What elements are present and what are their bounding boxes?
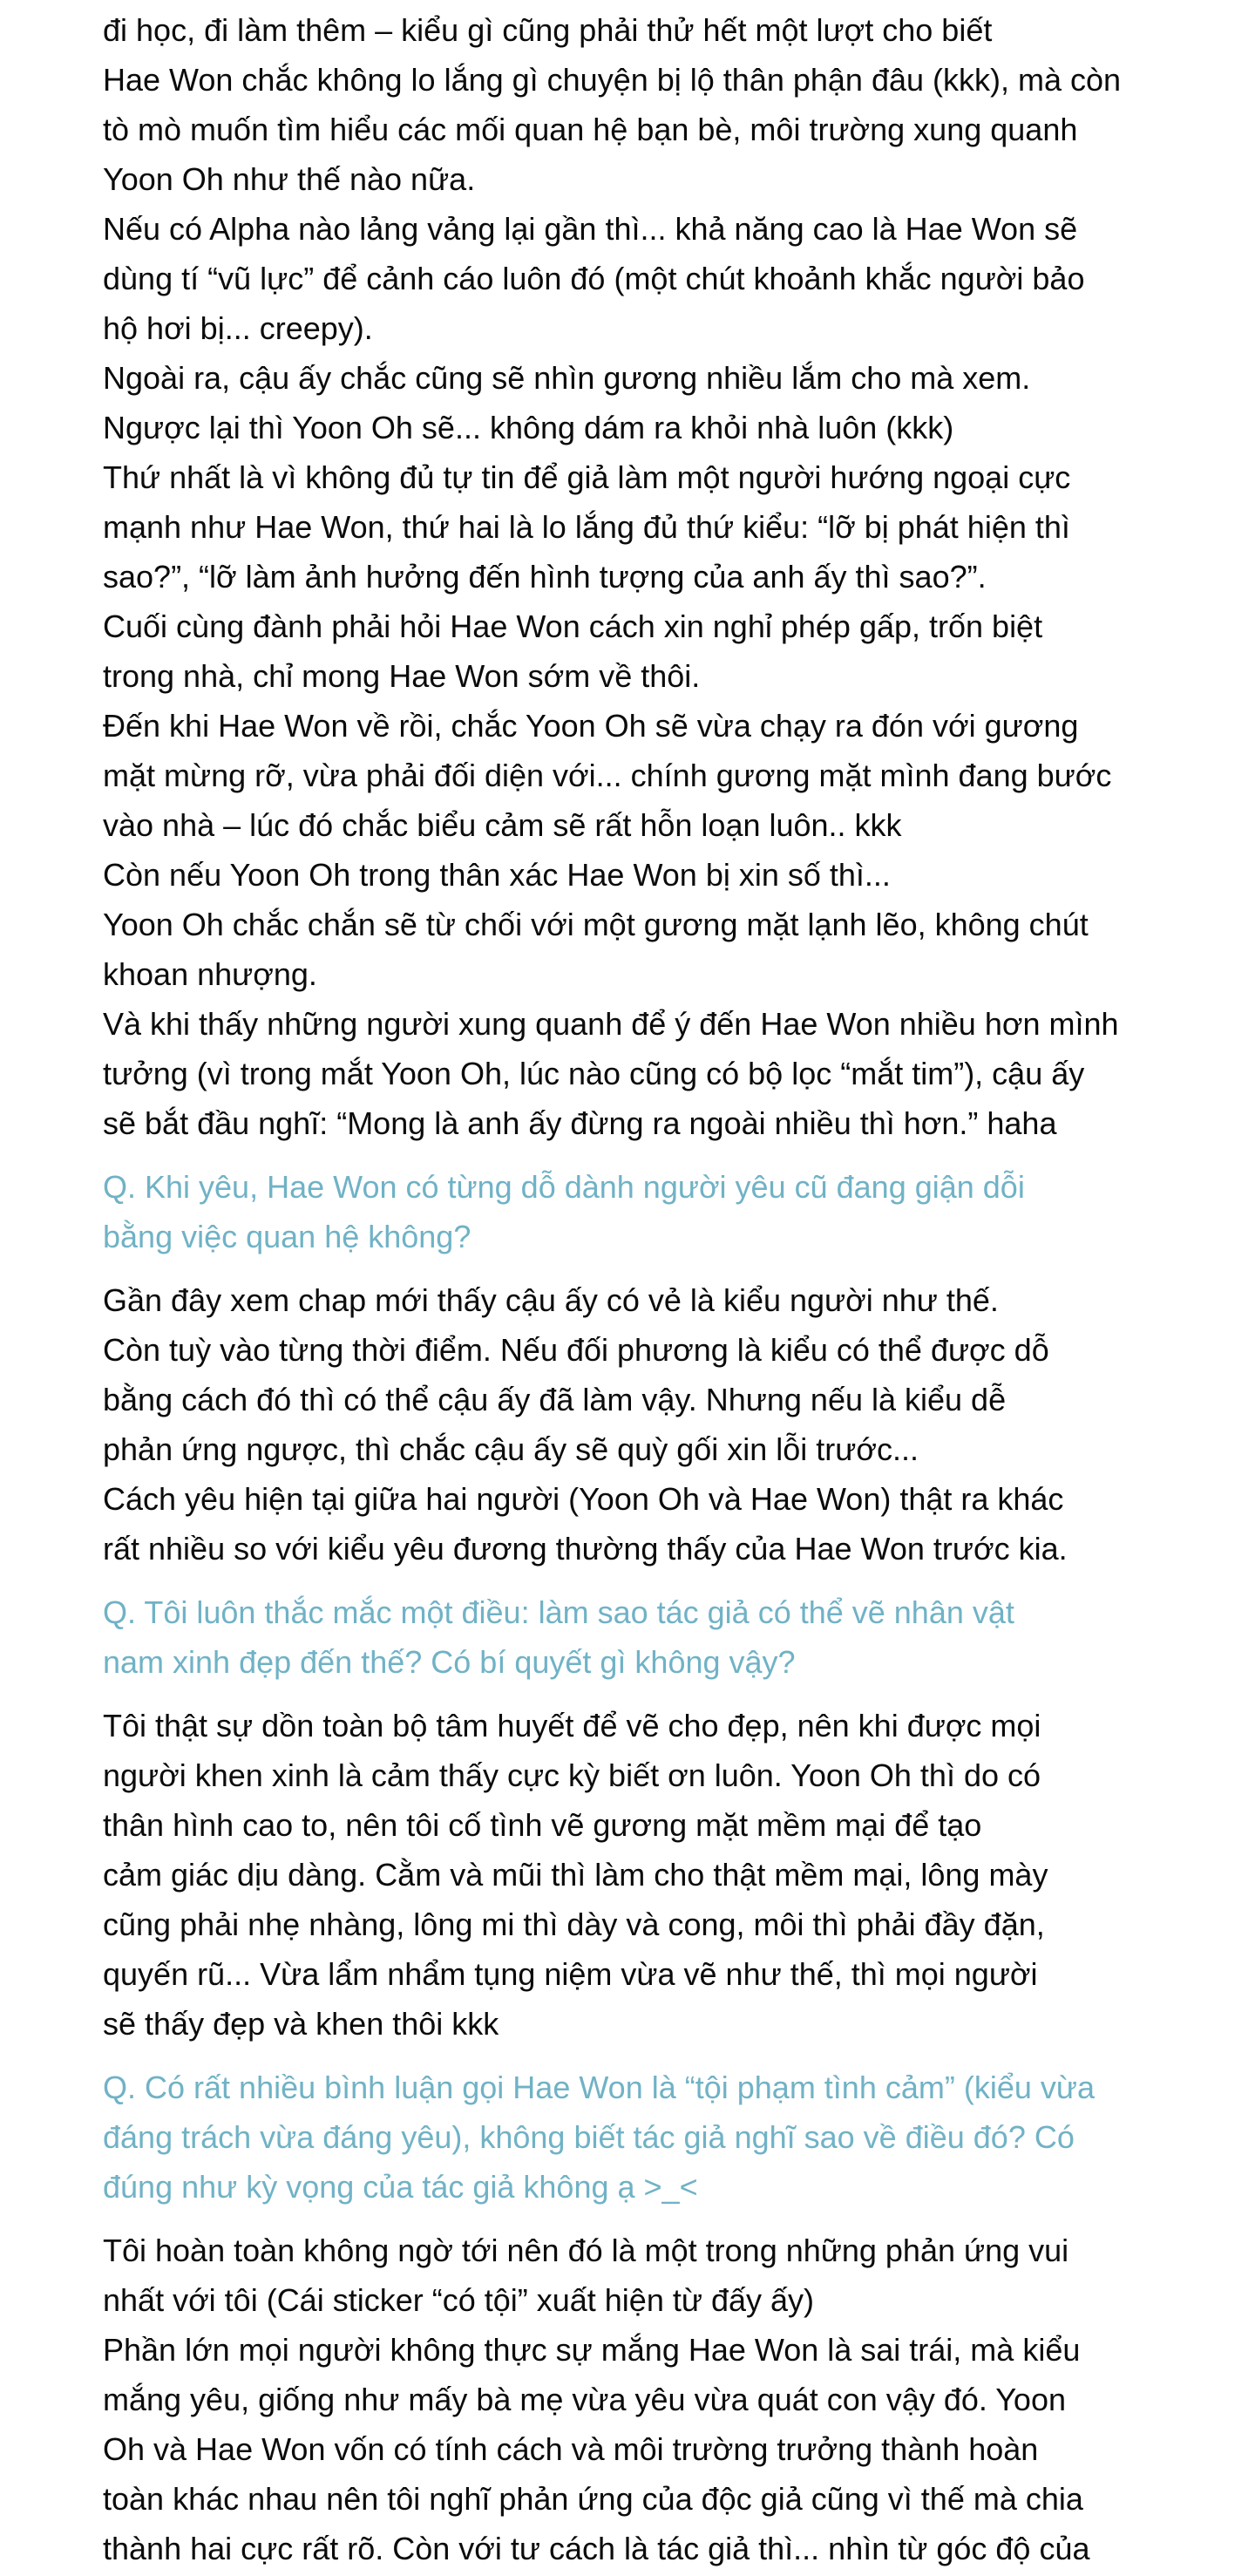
text-line: Ngược lại thì Yoon Oh sẽ... không dám ra khỏi nhà luôn (kkk) <box>103 410 954 445</box>
text-line: mạnh như Hae Won, thứ hai là lo lắng đủ thứ kiểu: “lỡ bị phát hiện thì <box>103 509 1070 545</box>
text-line: sẽ thấy đẹp và khen thôi kkk <box>103 2006 499 2042</box>
text-line: tưởng (vì trong mắt Yoon Oh, lúc nào cũng có bộ lọc “mắt tim”), cậu ấy <box>103 1056 1085 1091</box>
text-line: đi học, đi làm thêm – kiểu gì cũng phải thử hết một lượt cho biết <box>103 12 993 48</box>
answer-paragraph <box>103 353 1239 403</box>
answer-paragraph <box>103 2226 1239 2573</box>
answer-paragraph <box>103 900 1239 999</box>
text-line: khoan nhượng. <box>103 956 317 992</box>
text-line: Thứ nhất là vì không đủ tự tin để giả làm một người hướng ngoại cực <box>103 459 1071 495</box>
text-line: thân hình cao to, nên tôi cố tình vẽ gương mặt mềm mại để tạo <box>103 1807 982 1843</box>
question-line: nam xinh đẹp đến thế? Có bí quyết gì không vậy? <box>103 1644 796 1680</box>
text-line: Cách yêu hiện tại giữa hai người (Yoon Oh và Hae Won) thật ra khác <box>103 1481 1064 1517</box>
text-line: Tôi hoàn toàn không ngờ tới nên đó là một trong những phản ứng vui <box>103 2233 1069 2268</box>
text-line: toàn khác nhau nên tôi nghĩ phản ứng của độc giả cũng vì thế mà chia <box>103 2481 1083 2517</box>
answer-paragraph <box>103 850 1239 900</box>
text-line: người khen xinh là cảm thấy cực kỳ biết ơn luôn. Yoon Oh thì do có <box>103 1757 1041 1793</box>
text-line: Gần đây xem chap mới thấy cậu ấy có vẻ là kiểu người như thế. <box>103 1282 999 1318</box>
text-line: Phần lớn mọi người không thực sự mắng Hae Won là sai trái, mà kiểu <box>103 2332 1081 2368</box>
text-line: Hae Won chắc không lo lắng gì chuyện bị lộ thân phận đâu (kkk), mà còn <box>103 62 1122 98</box>
text-line: rất nhiều so với kiểu yêu đương thường thấy của Hae Won trước kia. <box>103 1531 1068 1567</box>
text-line: Cuối cùng đành phải hỏi Hae Won cách xin nghỉ phép gấp, trốn biệt <box>103 608 1043 644</box>
text-line: sao?”, “lỡ làm ảnh hưởng đến hình tượng của anh ấy thì sao?”. <box>103 559 987 595</box>
text-line: bằng cách đó thì có thể cậu ấy đã làm vậy. Nhưng nếu là kiểu dễ <box>103 1382 1007 1417</box>
question-heading <box>103 1162 1239 1261</box>
text-line: tò mò muốn tìm hiểu các mối quan hệ bạn bè, môi trường xung quanh <box>103 112 1078 147</box>
text-line: hộ hơi bị... creepy). <box>103 310 373 346</box>
answer-paragraph <box>103 1275 1239 1573</box>
text-line: vào nhà – lúc đó chắc biểu cảm sẽ rất hỗn loạn luôn.. kkk <box>103 807 902 843</box>
text-line: cũng phải nhẹ nhàng, lông mi thì dày và cong, môi thì phải đầy đặn, <box>103 1907 1045 1942</box>
answer-paragraph <box>103 1701 1239 2049</box>
text-line: nhất với tôi (Cái sticker “có tội” xuất hiện từ đấy ấy) <box>103 2282 815 2318</box>
text-line: Còn tuỳ vào từng thời điểm. Nếu đối phương là kiểu có thể được dỗ <box>103 1332 1049 1368</box>
question-line: Q. Tôi luôn thắc mắc một điều: làm sao tác giả có thể vẽ nhân vật <box>103 1594 1014 1630</box>
answer-paragraph <box>103 5 1239 204</box>
text-line: trong nhà, chỉ mong Hae Won sớm về thôi. <box>103 658 701 694</box>
answer-paragraph <box>103 602 1239 701</box>
question-line: đáng trách vừa đáng yêu), không biết tác giả nghĩ sao về điều đó? Có <box>103 2119 1075 2155</box>
text-line: quyến rũ... Vừa lẩm nhẩm tụng niệm vừa vẽ như thế, thì mọi người <box>103 1956 1038 1992</box>
question-line: đúng như kỳ vọng của tác giả không ạ >_< <box>103 2169 698 2205</box>
text-line: cảm giác dịu dàng. Cằm và mũi thì làm cho thật mềm mại, lông mày <box>103 1857 1048 1893</box>
question-line: Q. Khi yêu, Hae Won có từng dỗ dành người yêu cũ đang giận dỗi <box>103 1169 1025 1205</box>
text-line: Yoon Oh như thế nào nữa. <box>103 161 476 197</box>
text-line: Oh và Hae Won vốn có tính cách và môi trường trưởng thành hoàn <box>103 2431 1039 2467</box>
answer-paragraph <box>103 204 1239 353</box>
question-line: bằng việc quan hệ không? <box>103 1219 471 1254</box>
text-line: Đến khi Hae Won về rồi, chắc Yoon Oh sẽ vừa chạy ra đón với gương <box>103 708 1079 744</box>
text-line: Tôi thật sự dồn toàn bộ tâm huyết để vẽ cho đẹp, nên khi được mọi <box>103 1708 1041 1743</box>
text-line: Yoon Oh chắc chắn sẽ từ chối với một gương mặt lạnh lẽo, không chút <box>103 907 1089 942</box>
answer-paragraph <box>103 999 1239 1148</box>
text-line: Còn nếu Yoon Oh trong thân xác Hae Won bị xin số thì... <box>103 857 891 893</box>
text-line: Nếu có Alpha nào lảng vảng lại gần thì... khả năng cao là Hae Won sẽ <box>103 211 1078 247</box>
question-line: Q. Có rất nhiều bình luận gọi Hae Won là “tội phạm tình cảm” (kiểu vừa <box>103 2070 1096 2105</box>
text-line: thành hai cực rất rõ. Còn với tư cách là tác giả thì... nhìn từ góc độ của <box>103 2531 1090 2566</box>
answer-paragraph <box>103 452 1239 602</box>
question-heading <box>103 1587 1239 1687</box>
question-heading <box>103 2063 1239 2212</box>
text-line: phản ứng ngược, thì chắc cậu ấy sẽ quỳ gối xin lỗi trước... <box>103 1431 919 1467</box>
text-line: Và khi thấy những người xung quanh để ý đến Hae Won nhiều hơn mình <box>103 1006 1119 1042</box>
text-line: dùng tí “vũ lực” để cảnh cáo luôn đó (một chút khoảnh khắc người bảo <box>103 261 1085 296</box>
text-line: Ngoài ra, cậu ấy chắc cũng sẽ nhìn gương nhiều lắm cho mà xem. <box>103 360 1031 396</box>
answer-paragraph <box>103 701 1239 850</box>
text-line: sẽ bắt đầu nghĩ: “Mong là anh ấy đừng ra ngoài nhiều thì hơn.” haha <box>103 1105 1057 1141</box>
text-line: mắng yêu, giống như mấy bà mẹ vừa yêu vừa quát con vậy đó. Yoon <box>103 2382 1066 2417</box>
answer-paragraph <box>103 403 1239 452</box>
text-line: mặt mừng rỡ, vừa phải đối diện với... chính gương mặt mình đang bước <box>103 758 1112 793</box>
